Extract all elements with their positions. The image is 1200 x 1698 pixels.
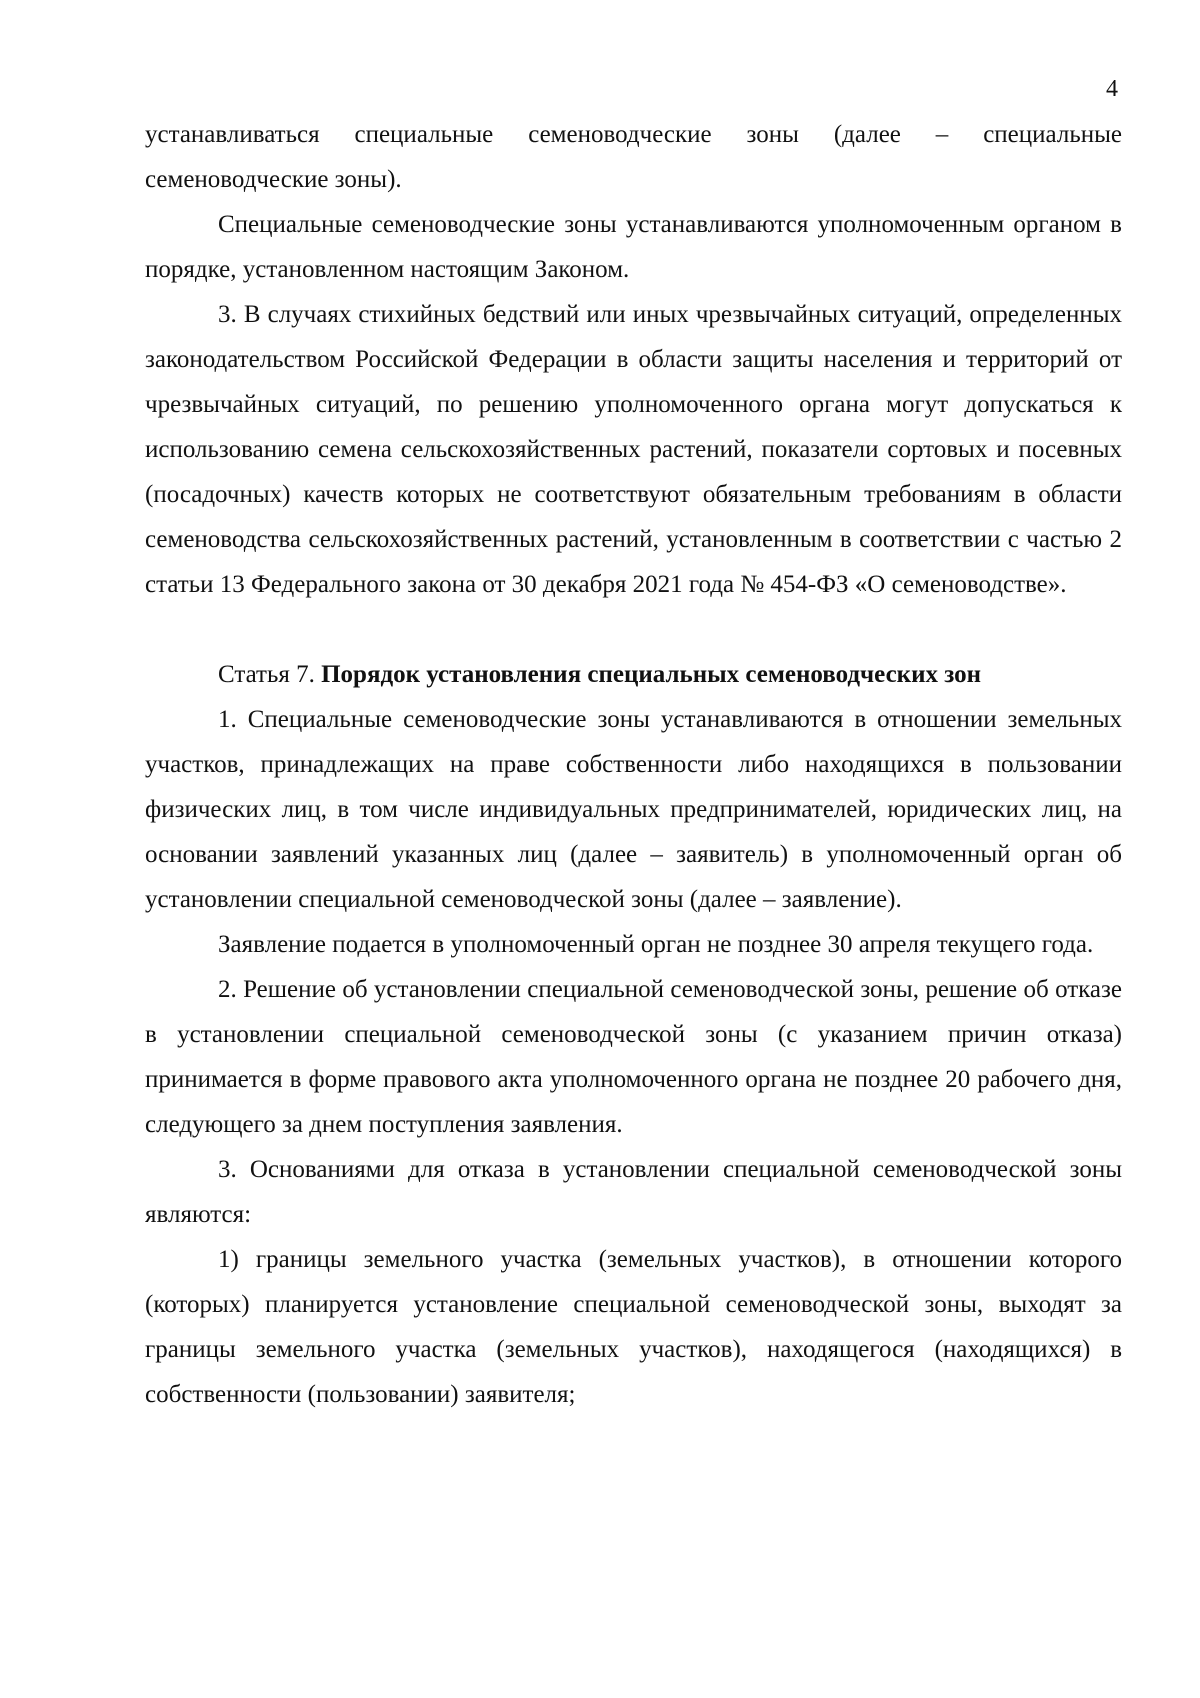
article-paragraph-3: 3. Основаниями для отказа в установлении специальной семеноводческой зоны являются: (145, 1156, 1122, 1228)
article-title: Порядок установления специальных семеноводческих зон (321, 661, 982, 688)
document-body (145, 112, 1122, 1417)
page-number: 4 (1106, 76, 1118, 102)
article-paragraph-deadline: Заявление подается в уполномоченный орган не позднее 30 апреля текущего года. (218, 931, 1094, 958)
article-subitem-1: 1) границы земельного участка (земельных участков), в отношении которого (которых) планируется установление специальной семеноводческой зоны, выходят за границы земельного участка (земельных участков), находящегося (находящихся) в собственности (пользовании) заявителя; (145, 1246, 1122, 1408)
paragraph-emergency-use: 3. В случаях стихийных бедствий или иных чрезвычайных ситуаций, определенных законодательством Российской Федерации в области защиты населения и территорий от чрезвычайных ситуаций, по решению уполномоченного органа могут допускаться к использованию семена сельскохозяйственных растений, показатели сортовых и посевных (посадочных) качеств которых не соответствуют обязательным требованиям в области семеноводства сельскохозяйственных растений, установленным в соответствии с частью 2 статьи 13 Федерального закона от 30 декабря 2021 года № 454-ФЗ «О семеноводстве». (145, 301, 1122, 598)
paragraph-zones-established: Специальные семеноводческие зоны устанавливаются уполномоченным органом в порядке, установленном настоящим Законом. (145, 211, 1122, 283)
article-paragraph-2: 2. Решение об установлении специальной семеноводческой зоны, решение об отказе в установлении специальной семеноводческой зоны (с указанием причин отказа) принимается в форме правового акта уполномоченного органа не позднее 20 рабочего дня, следующего за днем поступления заявления. (145, 976, 1122, 1138)
article-paragraph-1: 1. Специальные семеноводческие зоны устанавливаются в отношении земельных участков, принадлежащих на праве собственности либо находящихся в пользовании физических лиц, в том числе индивидуальных предпринимателей, юридических лиц, на основании заявлений указанных лиц (далее – заявитель) в уполномоченный орган об установлении специальной семеноводческой зоны (далее – заявление). (145, 706, 1122, 913)
article-label: Статья 7. (218, 661, 315, 688)
paragraph-continuation: устанавливаться специальные семеноводческие зоны (далее – специальные семеноводческие зоны). (145, 121, 1122, 193)
article-heading (145, 652, 1122, 697)
